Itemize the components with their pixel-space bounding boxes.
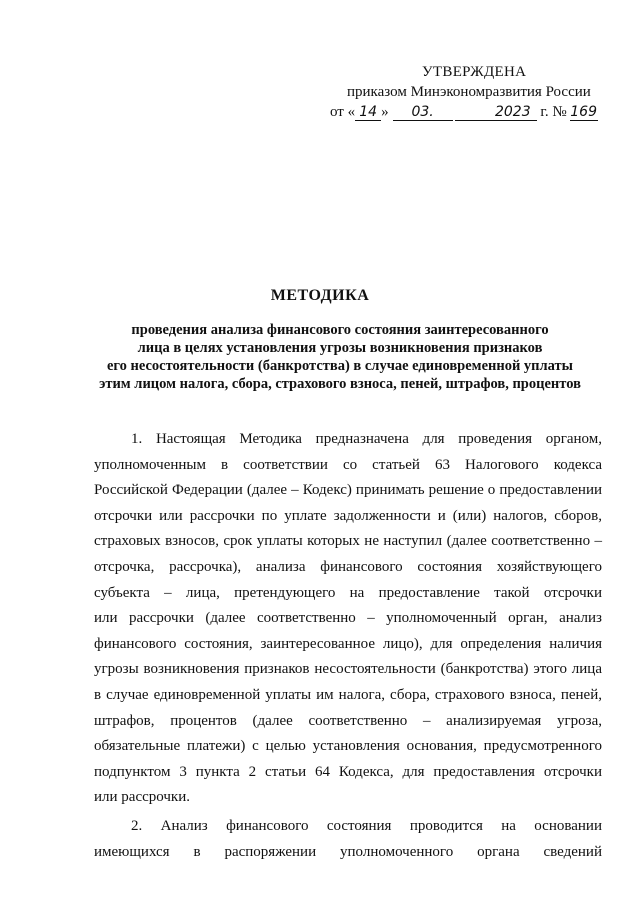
document-subtitle <box>70 321 610 393</box>
paragraph-line: уполномоченным в соответствии со статьей 63 Налогового кодекса <box>94 456 602 473</box>
subtitle-line: лица в целях установления угрозы возникновения признаков <box>137 340 543 356</box>
approval-date-line <box>330 102 620 122</box>
paragraph-line: штрафов, процентов (далее соответственно – анализируемая угроза, <box>94 712 602 729</box>
paragraph-line: обязательные платежи) с целью установления основания, предусмотренного <box>94 738 602 755</box>
approval-order-line: приказом Минэкономразвития России <box>347 84 591 100</box>
paragraph-line: отсрочки или рассрочки по уплате задолженности и (или) налогов, сборов, <box>94 507 602 524</box>
paragraph-line: или рассрочки. <box>94 789 190 806</box>
paragraph-line: или рассрочки (далее соответственно – уполномоченный орган, анализ <box>94 610 602 627</box>
paragraph-line: Российской Федерации (далее – Кодекс) принимать решение о предоставлении <box>94 482 602 499</box>
subtitle-line: его несостоятельности (банкротства) в случае единовременной уплаты <box>106 358 573 374</box>
paragraph-1 <box>94 427 602 811</box>
paragraph-2 <box>94 814 602 865</box>
paragraph-line: отсрочка, рассрочка), анализа финансового состояния хозяйствующего <box>94 558 602 575</box>
paragraph-line: 1. Настоящая Методика предназначена для проведения органом, <box>131 431 602 447</box>
date-mid: » <box>381 104 389 120</box>
paragraph-line: субъекта – лица, претендующего на предоставление такой отсрочки <box>94 584 602 601</box>
document-body <box>94 427 602 865</box>
date-year-handwritten: 2023 <box>455 104 537 121</box>
subtitle-line: проведения анализа финансового состояния заинтересованного <box>131 322 549 338</box>
date-month-handwritten: 03. <box>393 104 453 121</box>
approval-block <box>330 62 620 122</box>
document-title: МЕТОДИКА <box>270 287 370 304</box>
paragraph-line: финансового состояния, заинтересованное лицо), для определения наличия <box>94 635 602 652</box>
date-prefix: от « <box>330 104 356 120</box>
paragraph-line: страховых взносов, срок уплаты которых не наступил (далее соответственно – <box>94 533 602 550</box>
paragraph-line: имеющихся в распоряжении уполномоченного органа сведений <box>94 843 602 860</box>
date-day-handwritten: 14 <box>355 104 381 121</box>
paragraph-line: подпунктом 3 пункта 2 статьи 64 Кодекса, для предоставления отсрочки <box>94 763 602 780</box>
order-number-handwritten: 169 <box>570 104 597 120</box>
approval-heading: УТВЕРЖДЕНА <box>422 64 527 80</box>
paragraph-line: угрозы возникновения признаков несостоятельности (банкротства) этого лица <box>94 661 602 678</box>
date-suffix: г. № <box>540 104 567 120</box>
paragraph-line: в случае единовременной уплаты им налога, сбора, страхового взноса, пеней, <box>94 686 602 703</box>
paragraph-line: 2. Анализ финансового состояния проводится на основании <box>131 817 602 834</box>
subtitle-line: этим лицом налога, сбора, страхового взноса, пеней, штрафов, процентов <box>99 376 581 392</box>
